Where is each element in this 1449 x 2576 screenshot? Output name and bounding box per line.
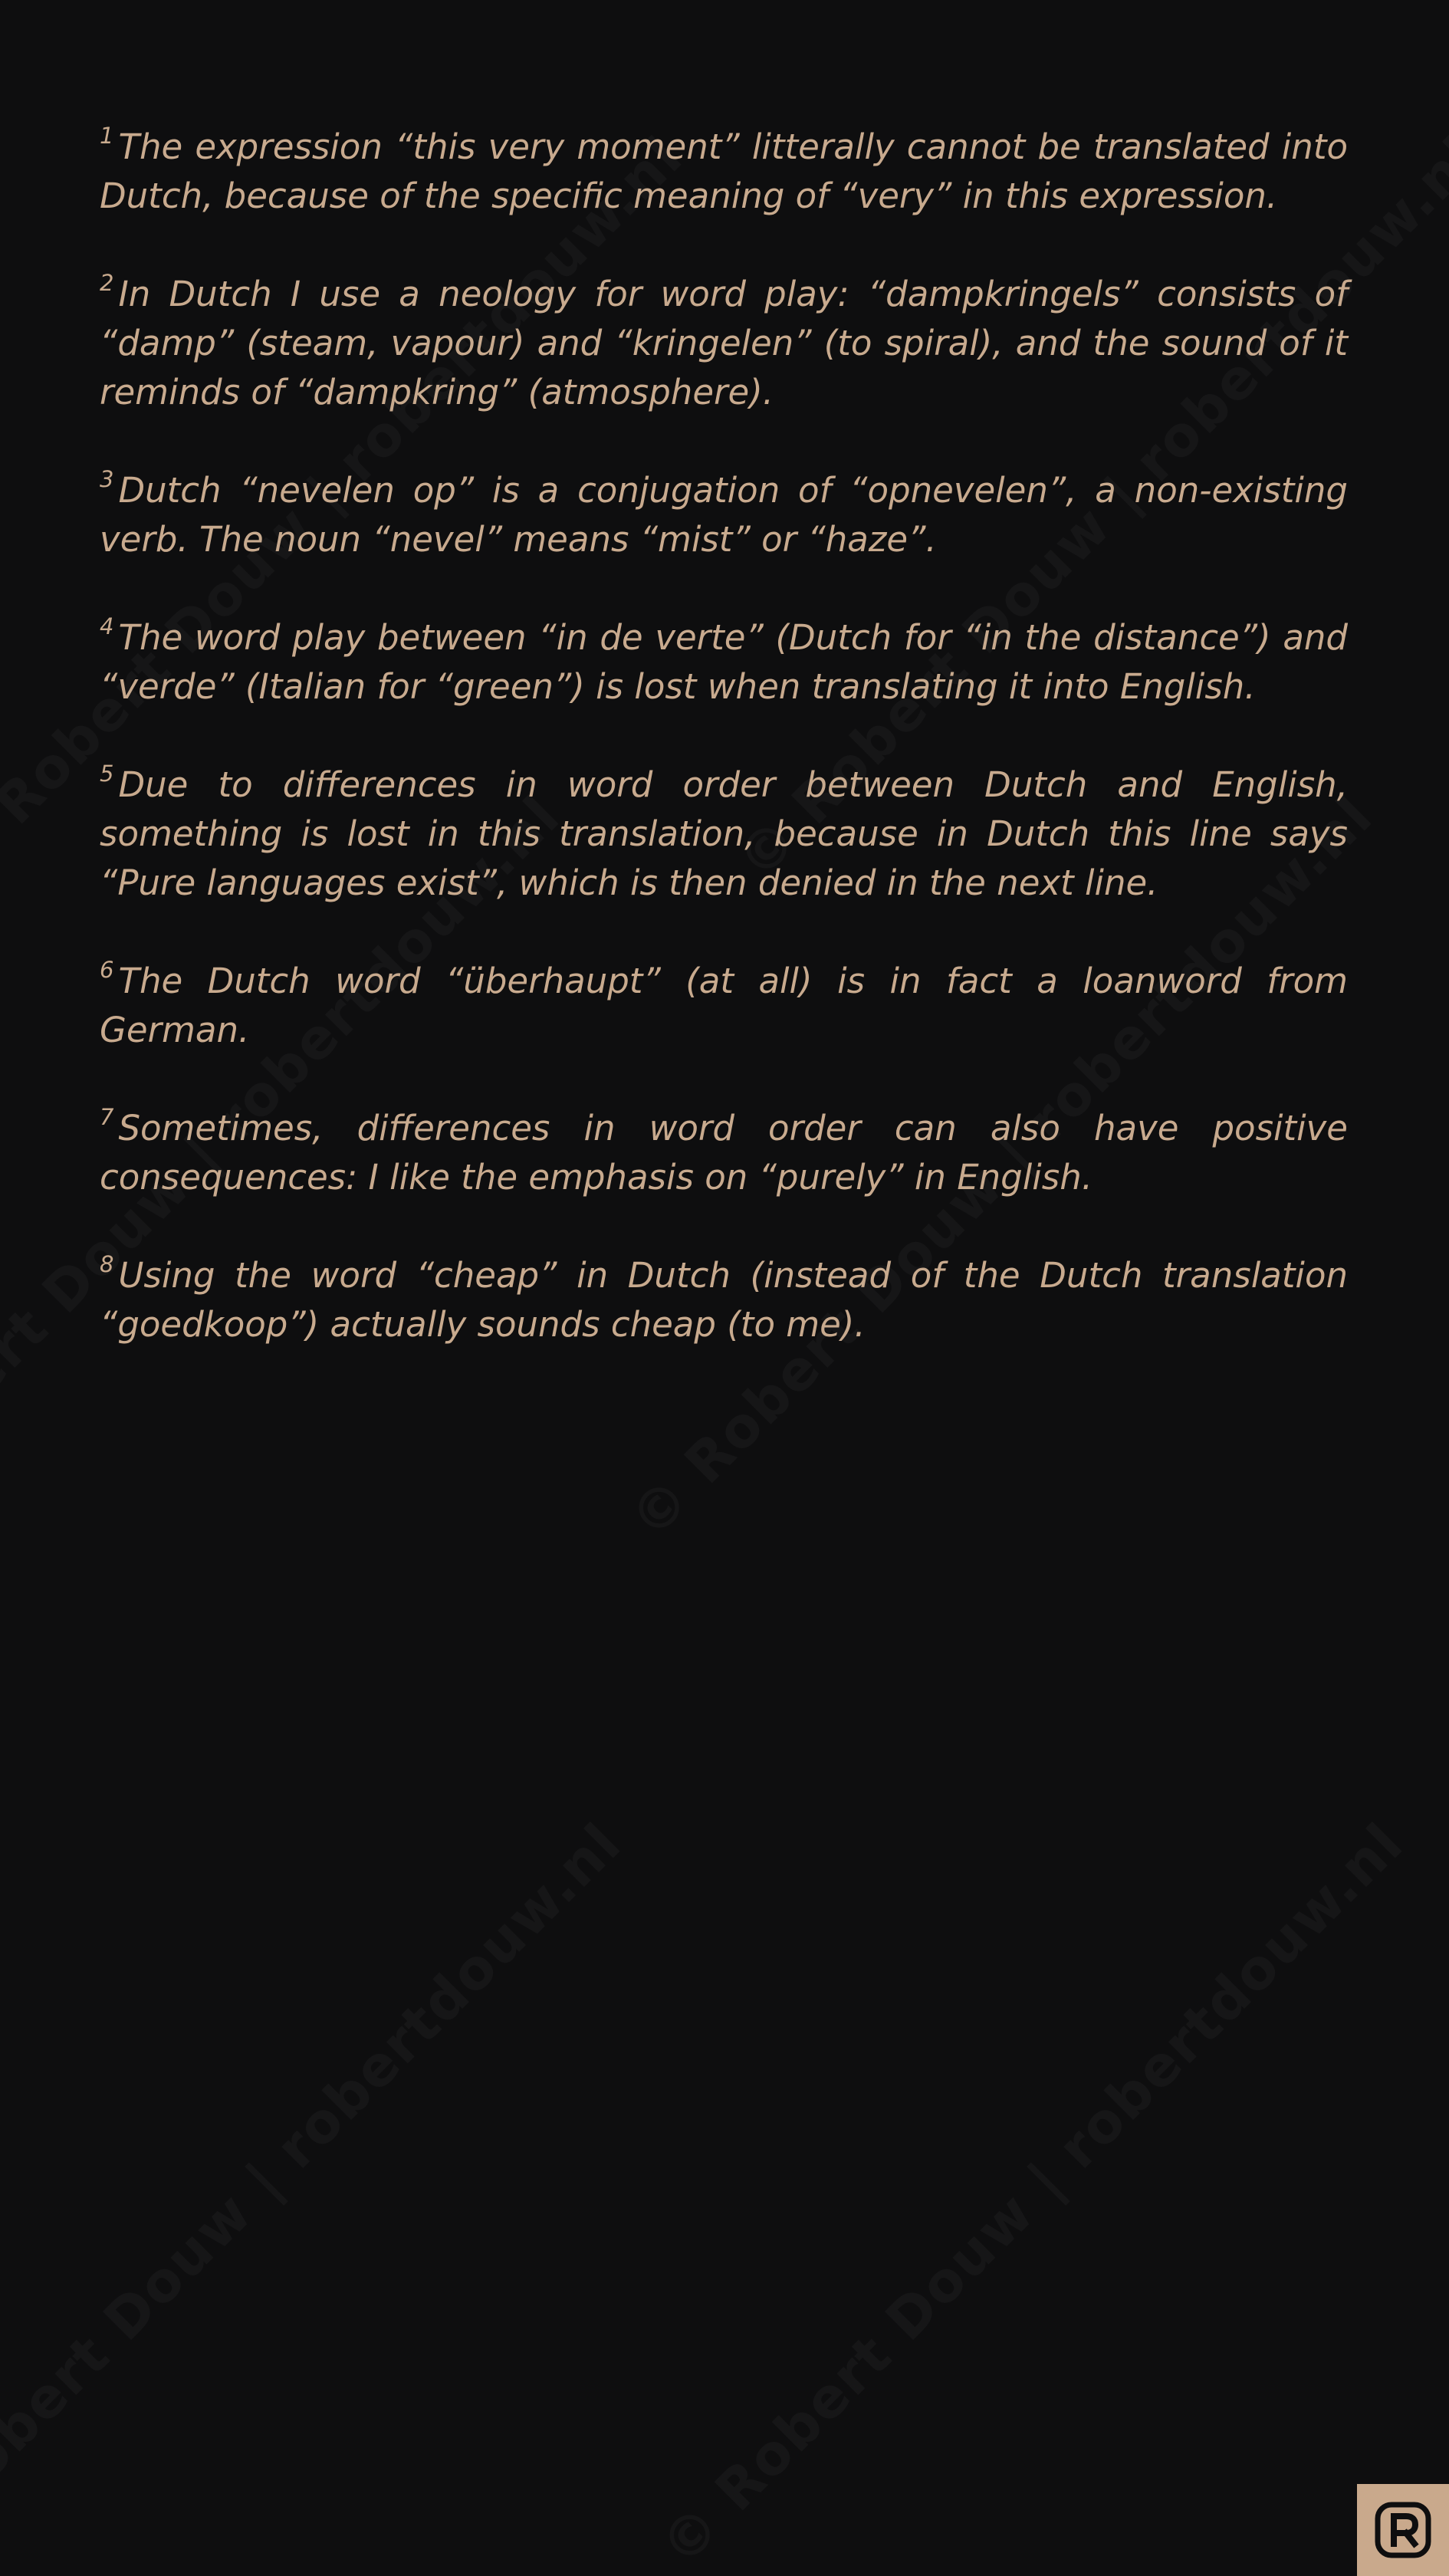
footnote-number: 8 bbox=[100, 1251, 114, 1277]
footnote-text: The Dutch word “überhaupt” (at all) is in fact a loanword from German. bbox=[100, 961, 1348, 1050]
footnote-text: The expression “this very moment” litterally cannot be translated into Dutch, because of the specific meaning of “very” in this expression. bbox=[100, 127, 1348, 216]
footnote bbox=[100, 761, 1348, 908]
footnote bbox=[100, 123, 1348, 221]
footnote-text: Using the word “cheap” in Dutch (instead of the Dutch translation “goedkoop”) actually sounds cheap (to me). bbox=[100, 1255, 1348, 1345]
footnote-number: 6 bbox=[100, 957, 114, 983]
footnote-text: Due to differences in word order between Dutch and English, something is lost in this translation, because in Dutch this line says “Pure languages exist”, which is then denied in the next line. bbox=[100, 764, 1348, 903]
footnote-number: 2 bbox=[100, 270, 114, 296]
footnote-text: Dutch “nevelen op” is a conjugation of “opnevelen”, a non-existing verb. The noun “nevel” means “mist” or “haze”. bbox=[100, 470, 1348, 560]
footnote bbox=[100, 613, 1348, 711]
footnote-text: Sometimes, differences in word order can also have positive consequences: I like the emphasis on “purely” in English. bbox=[100, 1108, 1348, 1198]
footnote-number: 3 bbox=[100, 466, 114, 492]
robertdouw-r-logo-icon bbox=[1374, 2501, 1432, 2559]
footnote-text: The word play between “in de verte” (Dutch for “in the distance”) and “verde” (Italian for “green”) is lost when translating it into English. bbox=[100, 617, 1348, 707]
site-logo[interactable] bbox=[1357, 2484, 1449, 2576]
footnote-number: 4 bbox=[100, 613, 114, 639]
footnote bbox=[100, 1251, 1348, 1349]
watermark-text bbox=[0, 1811, 633, 2576]
footnote-number: 5 bbox=[100, 761, 114, 787]
footnote bbox=[100, 957, 1348, 1055]
footnote-number: 1 bbox=[100, 123, 114, 149]
footnotes-list bbox=[100, 123, 1348, 1398]
footnote bbox=[100, 270, 1348, 417]
footnote-text: In Dutch I use a neology for word play: “dampkringels” consists of “damp” (steam, vapour) and “kringelen” (to spiral), and the sound of it reminds of “dampkring” (atmosphere). bbox=[100, 274, 1348, 412]
footnote bbox=[100, 1104, 1348, 1202]
footnote-number: 7 bbox=[100, 1104, 114, 1130]
watermark-text bbox=[648, 1811, 1415, 2576]
footnote bbox=[100, 466, 1348, 564]
